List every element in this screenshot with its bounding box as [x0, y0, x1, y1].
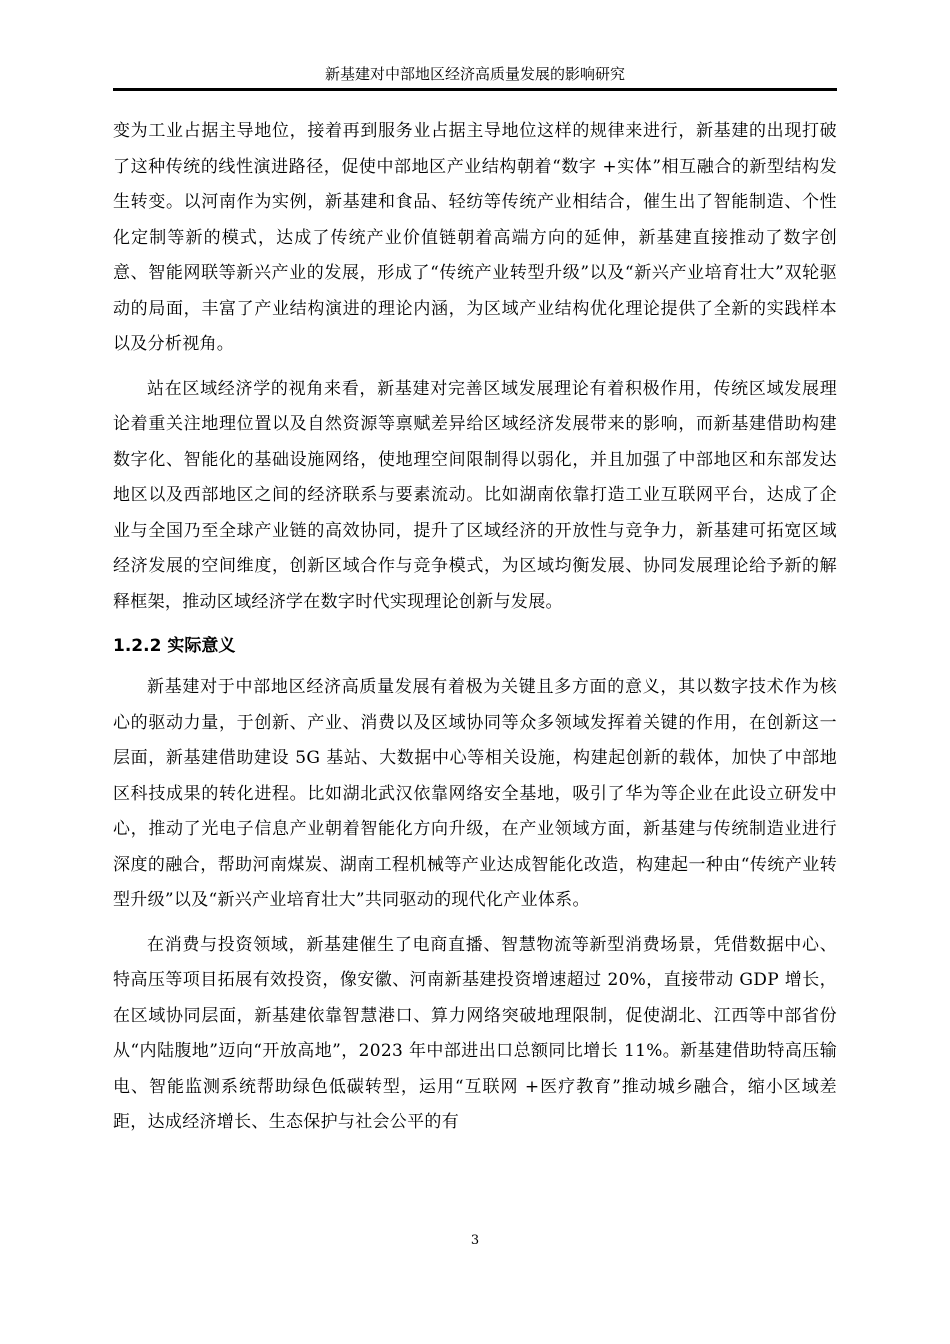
- body-paragraph-3: 新基建对于中部地区经济高质量发展有着极为关键且多方面的意义，其以数字技术作为核心的驱动力量，于创新、产业、消费以及区域协同等众多领域发挥着关键的作用，在创新这一层面，新基建借助建设 5G 基站、大数据中心等相关设施，构建起创新的载体，加快了中部地区科技成果的转化进程。比如湖北武汉依靠网络安全基地，吸引了华为等企业在此设立研发中心，推动了光电子信息产业朝着智能化方向升级，在产业领域方面，新基建与传统制造业进行深度的融合，帮助河南煤炭、湖南工程机械等产业达成智能化改造，构建起一种由“传统产业转型升级”以及“新兴产业培育壮大”共同驱动的现代化产业体系。: [113, 677, 837, 910]
- page-body: [113, 114, 837, 1141]
- body-paragraph-2: 站在区域经济学的视角来看，新基建对完善区域发展理论有着积极作用，传统区域发展理论着重关注地理位置以及自然资源等禀赋差异给区域经济发展带来的影响，而新基建借助构建数字化、智能化的基础设施网络，使地理空间限制得以弱化，并且加强了中部地区和东部发达地区以及西部地区之间的经济联系与要素流动。比如湖南依靠打造工业互联网平台，达成了企业与全国乃至全球产业链的高效协同，提升了区域经济的开放性与竞争力，新基建可拓宽区域经济发展的空间维度，创新区域合作与竞争模式，为区域均衡发展、协同发展理论给予新的解释框架，推动区域经济学在数字时代实现理论创新与发展。: [113, 378, 837, 612]
- section-heading: 1.2.2 实际意义: [113, 636, 236, 656]
- body-paragraph-1: 变为工业占据主导地位，接着再到服务业占据主导地位这样的规律来进行，新基建的出现打破了这种传统的线性演进路径，促使中部地区产业结构朝着“数字 +实体”相互融合的新型结构发生转变。以河南作为实例，新基建和食品、轻纺等传统产业相结合，催生出了智能制造、个性化定制等新的模式，达成了传统产业价值链朝着高端方向的延伸，新基建直接推动了数字创意、智能网联等新兴产业的发展，形成了“传统产业转型升级”以及“新兴产业培育壮大”双轮驱动的局面，丰富了产业结构演进的理论内涵，为区域产业结构优化理论提供了全新的实践样本以及分析视角。: [113, 121, 837, 354]
- header-rule: [113, 88, 837, 91]
- page-number: 3: [470, 1233, 480, 1248]
- body-paragraph-4: 在消费与投资领域，新基建催生了电商直播、智慧物流等新型消费场景，凭借数据中心、特高压等项目拓展有效投资，像安徽、河南新基建投资增速超过 20%，直接带动 GDP 增长，在区域协同层面，新基建依靠智慧港口、算力网络突破地理限制，促使湖北、江西等中部省份从“内陆腹地”迈向“开放高地”，2023 年中部进出口总额同比增长 11%。新基建借助特高压输电、智能监测系统帮助绿色低碳转型，运用“互联网 +医疗教育”推动城乡融合，缩小区域差距，达成经济增长、生态保护与社会公平的有: [113, 934, 837, 1132]
- running-header: 新基建对中部地区经济高质量发展的影响研究: [324, 65, 625, 83]
